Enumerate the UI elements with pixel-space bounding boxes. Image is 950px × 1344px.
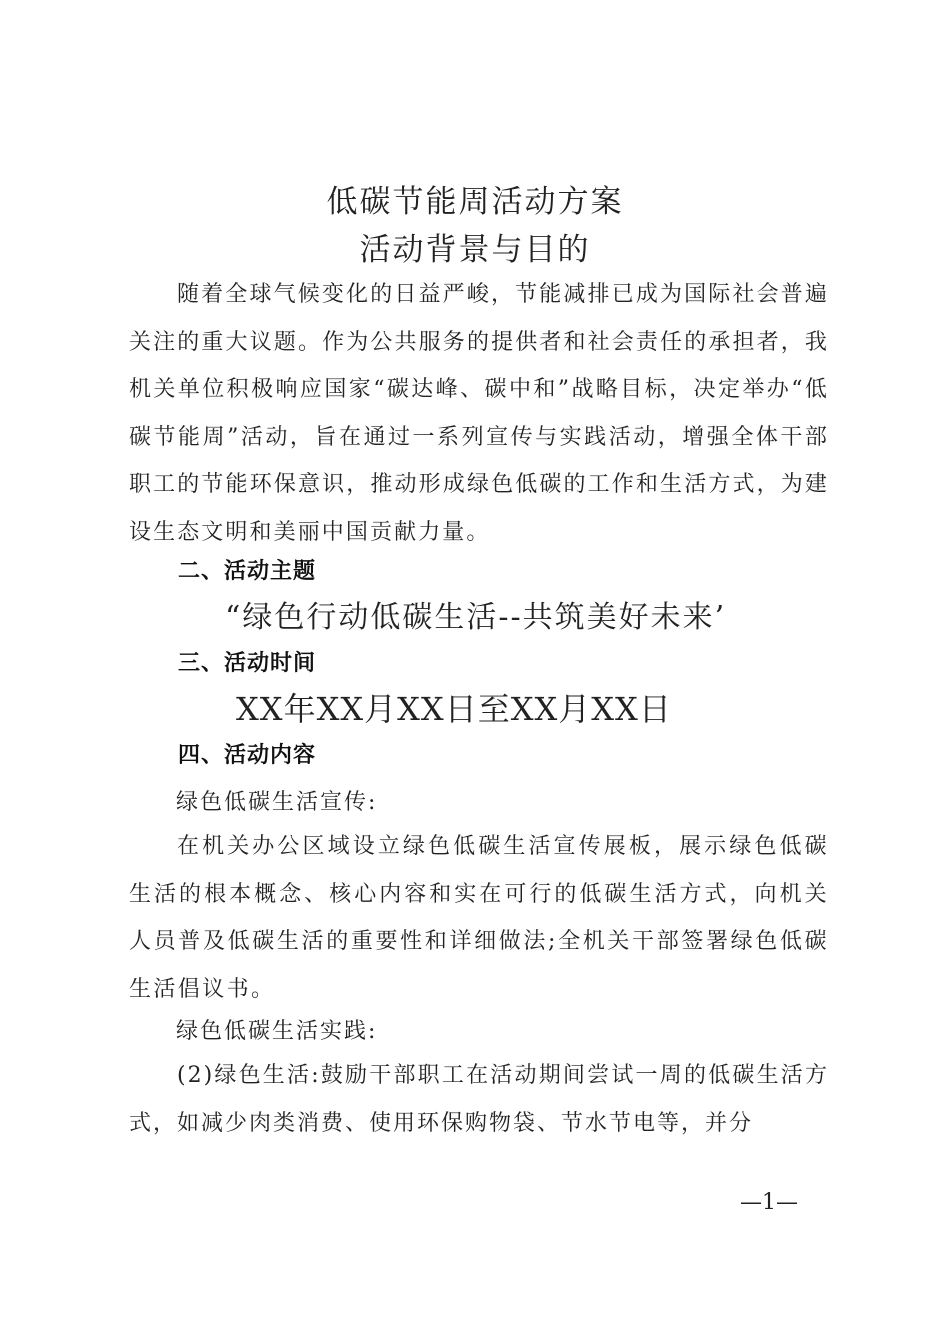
section3-heading: 三、活动时间 [178, 651, 317, 676]
item1-body: 在机关办公区域设立绿色低碳生活宣传展板，展示绿色低碳生活的根本概念、核心内容和实在可行的低碳生活方式，向机关人员普及低碳生活的重要性和详细做法;全机关干部签署绿色低碳生活倡议书。 [129, 834, 829, 1002]
activity-theme: “绿色行动低碳生活--共筑美好未来’ [225, 600, 727, 635]
section1-title: 活动背景与目的 [359, 232, 591, 268]
item2-body: (2)绿色生活:鼓励干部职工在活动期间尝试一周的低碳生活方式，如减少肉类消费、使用环保购物袋、节水节电等，并分 [129, 1063, 829, 1136]
page-number: —1— [740, 1190, 798, 1215]
section2-heading: 二、活动主题 [178, 559, 317, 584]
item2-title: 绿色低碳生活实践: [176, 1019, 378, 1044]
section4-heading: 四、活动内容 [178, 743, 317, 768]
section1-body: 随着全球气候变化的日益严峻，节能减排已成为国际社会普遍关注的重大议题。作为公共服务的提供者和社会责任的承担者，我机关单位积极响应国家“碳达峰、碳中和”战略目标，决定举办“低碳节能周”活动，旨在通过一系列宣传与实践活动，增强全体干部职工的节能环保意识，推动形成绿色低碳的工作和生活方式，为建设生态文明和美丽中国贡献力量。 [129, 282, 829, 545]
activity-time: XX年XX月XX日至XX月XX日 [236, 690, 672, 728]
item1-title: 绿色低碳生活宣传: [176, 790, 378, 815]
document-title: 低碳节能周活动方案 [326, 184, 624, 220]
